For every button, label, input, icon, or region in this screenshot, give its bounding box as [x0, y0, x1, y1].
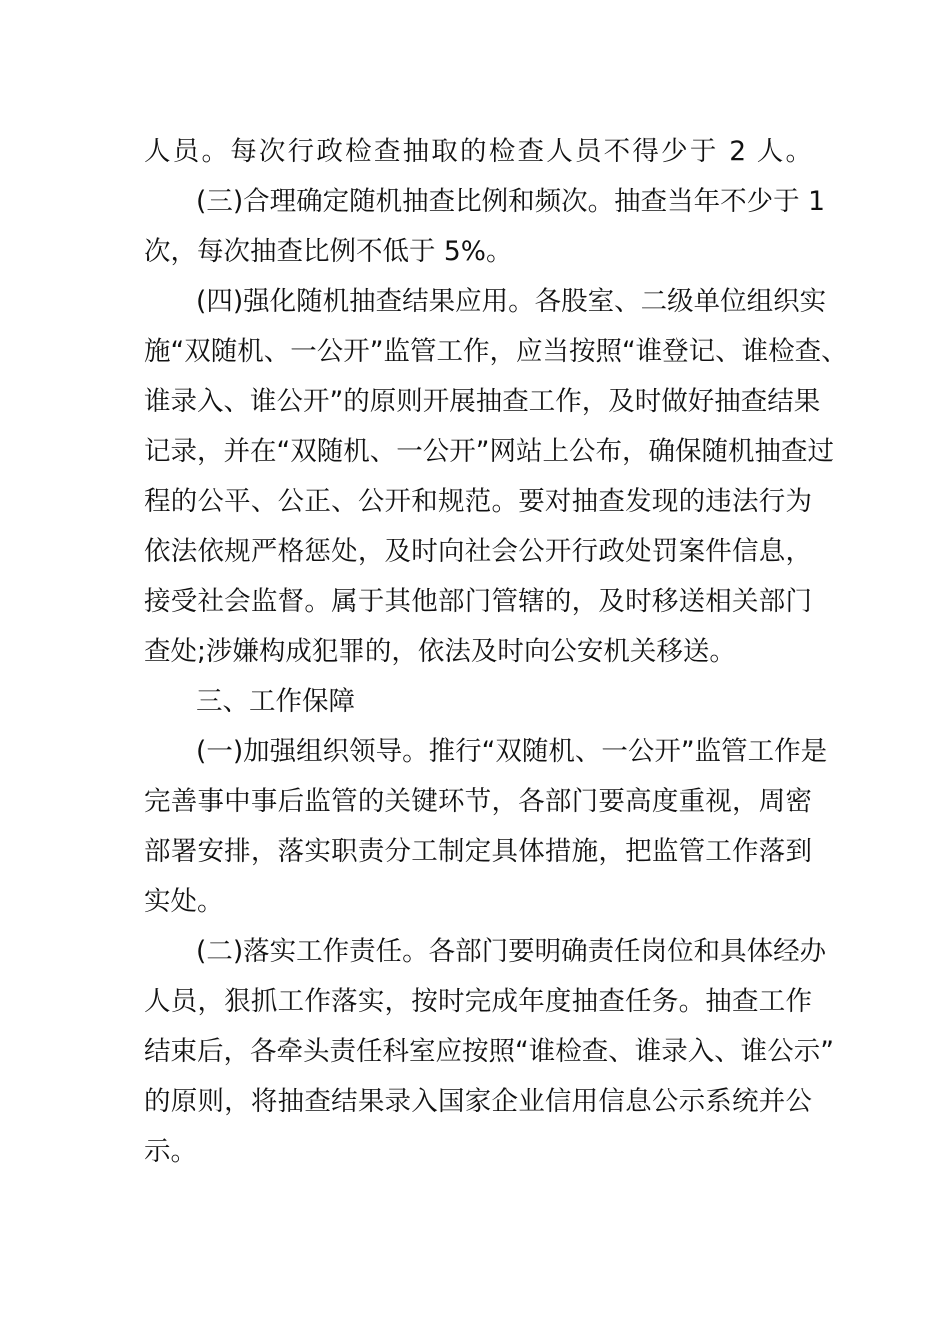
- paragraph-1-line: (一)加强组织领导。推行“双随机、一公开”监管工作是: [196, 736, 828, 767]
- paragraph-2-line: (二)落实工作责任。各部门要明确责任岗位和具体经办: [196, 936, 827, 967]
- document-body: [144, 127, 848, 1177]
- text-line: 实处。: [144, 886, 224, 917]
- text-line: 完善事中事后监管的关键环节，各部门要高度重视，周密: [144, 786, 812, 817]
- paragraph-4-line: (四)强化随机抽查结果应用。各股室、二级单位组织实: [196, 286, 827, 317]
- text-line: 谁录入、谁公开”的原则开展抽查工作，及时做好抽查结果: [144, 386, 821, 417]
- text-line: 查处;涉嫌构成犯罪的，依法及时向公安机关移送。: [144, 636, 736, 667]
- text-line: 依法依规严格惩处，及时向社会公开行政处罚案件信息，: [144, 536, 812, 567]
- text-line: 记录，并在“双随机、一公开”网站上公布，确保随机抽查过: [144, 436, 834, 467]
- text-line: 接受社会监督。属于其他部门管辖的，及时移送相关部门: [144, 586, 812, 617]
- text-line: 次，每次抽查比例不低于 5%。: [144, 236, 513, 267]
- section-heading: 三、工作保障: [196, 686, 355, 717]
- text-line: 程的公平、公正、公开和规范。要对抽查发现的违法行为: [144, 486, 812, 517]
- text-line: 施“双随机、一公开”监管工作，应当按照“谁登记、谁检查、: [144, 336, 848, 367]
- text-line: 人员，狠抓工作落实，按时完成年度抽查任务。抽查工作: [144, 986, 812, 1017]
- text-line: 人员。每次行政检查抽取的检查人员不得少于 2 人。: [144, 136, 812, 167]
- text-line: 部署安排，落实职责分工制定具体措施，把监管工作落到: [144, 836, 812, 867]
- paragraph-3-line: (三)合理确定随机抽查比例和频次。抽查当年不少于 1: [196, 186, 825, 217]
- text-line: 结束后，各牵头责任科室应按照“谁检查、谁录入、谁公示”: [144, 1036, 834, 1067]
- text-line: 示。: [144, 1136, 197, 1167]
- text-line: 的原则，将抽查结果录入国家企业信用信息公示系统并公: [144, 1086, 812, 1117]
